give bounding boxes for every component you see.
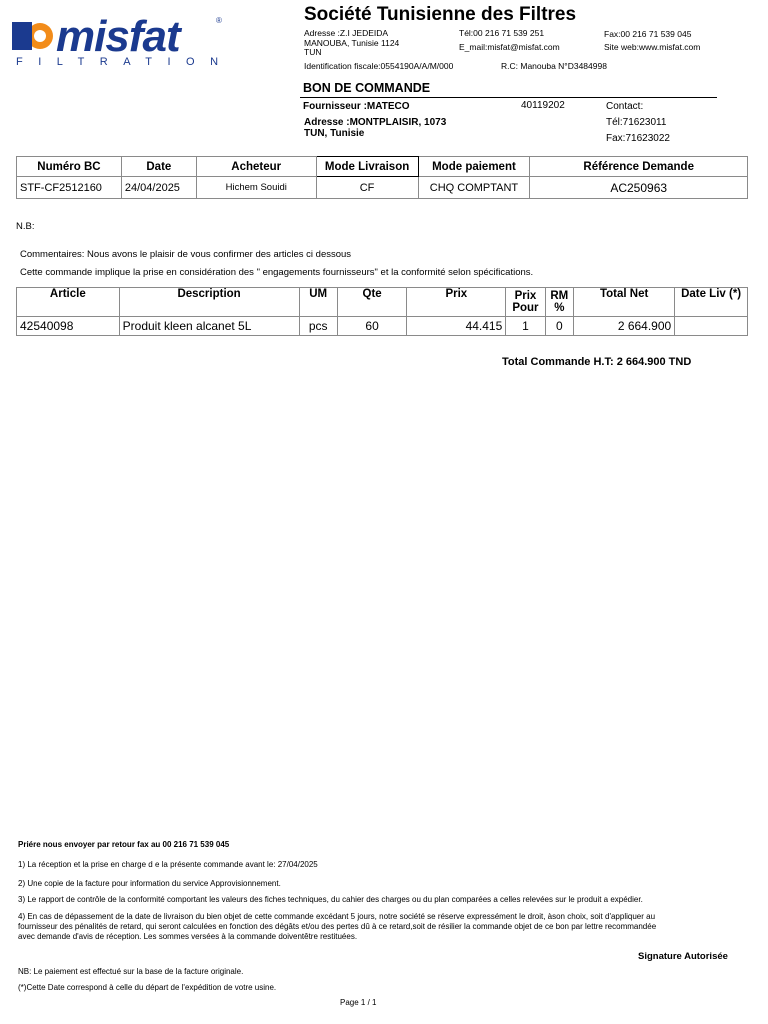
cell-date: 24/04/2025 xyxy=(121,177,196,199)
payment-note: NB: Le paiement est effectué sur la base de la facture originale. xyxy=(18,967,244,976)
logo-mark-icon xyxy=(12,22,54,50)
supplier-address-line2: TUN, Tunisie xyxy=(304,128,365,139)
header-prix-pour-line2: Pour xyxy=(512,302,539,314)
header-rm-line2: % xyxy=(554,302,565,314)
title-divider xyxy=(300,97,717,98)
supplier-code: 40119202 xyxy=(521,100,565,111)
supplier-address-line1: Adresse :MONTPLAISIR, 1073 xyxy=(304,117,447,128)
cell-prix-pour: 1 xyxy=(506,317,545,336)
company-fax: Fax:00 216 71 539 045 xyxy=(604,29,692,39)
cell-qte: 60 xyxy=(337,317,407,336)
order-info-table xyxy=(16,156,748,199)
cell-rm: 0 xyxy=(545,317,573,336)
page-number: Page 1 / 1 xyxy=(340,998,377,1007)
company-email: E_mail:misfat@misfat.com xyxy=(459,42,560,52)
cell-reference-demande: AC250963 xyxy=(530,177,748,199)
order-info-header-row xyxy=(17,157,748,177)
logo-tagline: FILTRATION xyxy=(16,56,234,68)
signature-label: Signature Autorisée xyxy=(638,951,728,962)
supplier-name: Fournisseur :MATECO xyxy=(303,101,410,112)
header-prix: Prix xyxy=(407,288,506,317)
footer-item-4-line1: 4) En cas de dépassement de la date de livraison du bien objet de cette commande excédant 5 jours, notre société se réserve expressément le droit, àson choix, soit d'appliquer au xyxy=(18,912,656,921)
header-rm xyxy=(545,288,573,317)
cell-date-liv xyxy=(675,317,748,336)
supplier-fax: Fax:71623022 xyxy=(606,133,670,144)
cell-prix: 44.415 xyxy=(407,317,506,336)
cell-description: Produit kleen alcanet 5L xyxy=(119,317,299,336)
cell-article: 42540098 xyxy=(17,317,120,336)
registered-mark: ® xyxy=(216,16,222,25)
logo-wordmark: misfat xyxy=(56,12,180,61)
nb-label: N.B: xyxy=(16,221,35,232)
header-mode-livraison: Mode Livraison xyxy=(316,157,418,177)
company-address-line2: MANOUBA, Tunisie 1124 xyxy=(304,38,400,48)
header-date-liv: Date Liv (*) xyxy=(675,288,748,317)
header-description: Description xyxy=(119,288,299,317)
footer-item-1: 1) La réception et la prise en charge d e la présente commande avant le: 27/04/2025 xyxy=(18,860,318,869)
footer-item-3: 3) Le rapport de contrôle de la conformité comportant les valeurs des fiches techniques, du cahier des charges ou du plan comparées a celles relevées sur le produit a expédier. xyxy=(18,895,643,904)
order-info-row xyxy=(17,177,748,199)
header-article: Article xyxy=(17,288,120,317)
company-address-line3: TUN xyxy=(304,47,322,57)
date-note: (*)Cette Date correspond à celle du départ de l'expédition de votre usine. xyxy=(18,983,277,992)
items-table xyxy=(16,287,748,336)
company-address-line1: Adresse :Z.I JEDEIDA xyxy=(304,28,389,38)
cell-mode-livraison: CF xyxy=(316,177,418,199)
header-acheteur: Acheteur xyxy=(196,157,316,177)
items-header-row xyxy=(17,288,748,317)
cell-numero-bc: STF-CF2512160 xyxy=(17,177,122,199)
document-title: BON DE COMMANDE xyxy=(303,81,431,95)
header-mode-paiement: Mode paiement xyxy=(418,157,530,177)
company-tel: Tél:00 216 71 539 251 xyxy=(459,28,545,38)
company-logo xyxy=(12,12,234,70)
cell-um: pcs xyxy=(299,317,337,336)
order-total: Total Commande H.T: 2 664.900 TND xyxy=(502,356,692,368)
header-prix-pour xyxy=(506,288,545,317)
cell-acheteur: Hichem Souidi xyxy=(196,177,316,199)
contact-label: Contact: xyxy=(606,101,644,112)
cell-total-net: 2 664.900 xyxy=(574,317,675,336)
header-rm-line1: RM xyxy=(550,290,569,302)
header-um: UM xyxy=(299,288,337,317)
footer-item-4-line2: fournisseur des pénalités de retard, qui seront calculées en fonction des dégâts et/ou des pertes dû à ce retard,soit de résilier la commande objet de ce bon par lettre recommandée xyxy=(18,922,657,931)
header-numero-bc: Numéro BC xyxy=(17,157,122,177)
company-website: Site web:www.misfat.com xyxy=(604,42,701,52)
conformity-text: Cette commande implique la prise en considération des " engagements fournisseurs" et la conformité selon spécifications. xyxy=(20,267,534,278)
company-name: Société Tunisienne des Filtres xyxy=(304,4,577,25)
fax-request: Priére nous envoyer par retour fax au 00 216 71 539 045 xyxy=(18,840,230,849)
footer-item-4-line3: avec demande d'avis de réception. Les sommes versées à la commande doiventêtre restituées. xyxy=(18,932,358,941)
supplier-tel: Tél:71623011 xyxy=(606,117,667,128)
footer-item-2: 2) Une copie de la facture pour information du service Approvisionnement. xyxy=(18,879,281,888)
header-total-net: Total Net xyxy=(574,288,675,317)
comment-text: Commentaires: Nous avons le plaisir de vous confirmer des articles ci dessous xyxy=(20,249,352,260)
fiscal-id: Identification fiscale:0554190A/A/M/000 xyxy=(304,61,454,71)
table-row xyxy=(17,317,748,336)
cell-mode-paiement: CHQ COMPTANT xyxy=(418,177,530,199)
header-date: Date xyxy=(121,157,196,177)
header-reference-demande: Référence Demande xyxy=(530,157,748,177)
header-prix-pour-line1: Prix xyxy=(514,290,537,302)
rc-number: R.C: Manouba N°D3484998 xyxy=(501,61,607,71)
header-qte: Qte xyxy=(337,288,407,317)
